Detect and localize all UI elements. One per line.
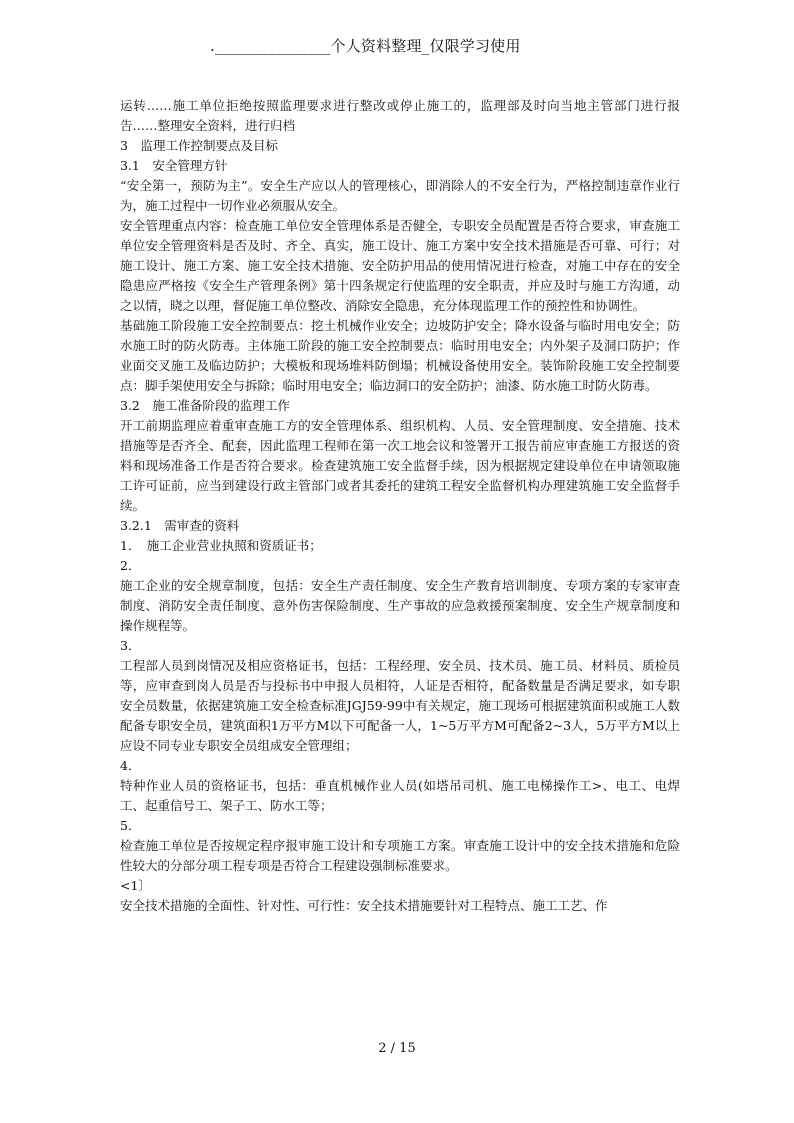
paragraph: 安全技术措施的全面性、针对性、可行性：安全技术措施要针对工程特点、施工工艺、作 <box>120 898 608 913</box>
list-number: 2． <box>120 558 141 573</box>
paragraph: 特种作业人员的资格证书，包括：垂直机械作业人员(如塔吊司机、施工电梯操作工>、电工、电焊工、起重信号工、架子工、防水工等； <box>120 778 680 813</box>
list-number: <1〕 <box>120 878 151 893</box>
page-header: ._______________个人资料整理_仅限学习使用 <box>210 37 521 55</box>
document-body <box>120 96 680 916</box>
paragraph: 运转……施工单位拒绝按照监理要求进行整改或停止施工的，监理部及时向当地主管部门进行报告……整理安全资料，进行归档 <box>120 98 680 133</box>
paragraph: “安全第一，预防为主”。安全生产应以人的管理核心，即消除人的不安全行为，严格控制违章作业行为，施工过程中一切作业必须服从安全。 <box>120 178 680 213</box>
subsection-heading: 3.2.1 需审查的资料 <box>120 518 240 533</box>
paragraph: 检查施工单位是否按规定程序报审施工设计和专项施工方案。审查施工设计中的安全技术措施和危险性较大的分部分项工程专项是否符合工程建设强制标准要求。 <box>120 838 680 873</box>
paragraph: 施工企业的安全规章制度，包括：安全生产责任制度、安全生产教育培训制度、专项方案的专家审查制度、消防安全责任制度、意外伤害保险制度、生产事故的应急救援预案制度、安全生产规章制度和操作规程等。 <box>120 578 680 633</box>
list-number: 3． <box>120 638 141 653</box>
paragraph: 基础施工阶段施工安全控制要点：挖土机械作业安全；边坡防护安全；降水设备与临时用电安全；防水施工时的防火防毒。主体施工阶段的施工安全控制要点：临时用电安全；内外架子及洞口防护；作业面交叉施工及临边防护；大模板和现场堆料防倒塌；机械设备使用安全。装饰阶段施工安全控制要点：脚手架使用安全与拆除；临时用电安全；临边洞口的安全防护；油漆、防水施工时防火防毒。 <box>120 318 680 393</box>
list-number: 5． <box>120 818 141 833</box>
paragraph: 开工前期监理应着重审查施工方的安全管理体系、组织机构、人员、安全管理制度、安全措施、技术措施等是否齐全、配套，因此监理工程师在第一次工地会议和签署开工报告前应审查施工方报送的资料和现场准备工作是否符合要求。检查建筑施工安全监督手续，因为根据规定建设单位在申请领取施工许可证前，应当到建设行政主管部门或者其委托的建筑工程安全监督机构办理建筑施工安全监督手续。 <box>120 418 680 513</box>
list-item: 1． 施工企业营业执照和资质证书； <box>120 538 322 553</box>
subsection-heading: 3.2 施工准备阶段的监理工作 <box>120 398 290 413</box>
paragraph: 工程部人员到岗情况及相应资格证书，包括：工程经理、安全员、技术员、施工员、材料员、质检员等，应审查到岗人员是否与投标书中申报人员相符，人证是否相符，配备数量是否满足要求，如专职安全员数量，依据建筑施工安全检查标准JGJ59-99中有关规定，施工现场可根据建筑面积或施工人数配备专职安全员，建筑面积1万平方M以下可配备一人，1~5万平方M可配备2~3人，5万平方M以上应设不同专业专职安全员组成安全管理组； <box>120 658 680 753</box>
page-number: 2 / 15 <box>378 1041 416 1056</box>
paragraph: 安全管理重点内容：检查施工单位安全管理体系是否健全，专职安全员配置是否符合要求，审查施工单位安全管理资料是否及时、齐全、真实，施工设计、施工方案中安全技术措施是否可靠、可行；对施工设计、施工方案、施工安全技术措施、安全防护用品的使用情况进行检查，对施工中存在的安全隐患应严格按《安全生产管理条例》第十四条规定行使监理的安全职责，并应及时与施工方沟通，动之以情，晓之以理，督促施工单位整改、消除安全隐患，充分体现监理工作的预控性和协调性。 <box>120 218 680 313</box>
subsection-heading: 3.1 安全管理方针 <box>120 158 228 173</box>
section-heading: 3 监理工作控制要点及目标 <box>120 138 278 153</box>
list-number: 4． <box>120 758 141 773</box>
